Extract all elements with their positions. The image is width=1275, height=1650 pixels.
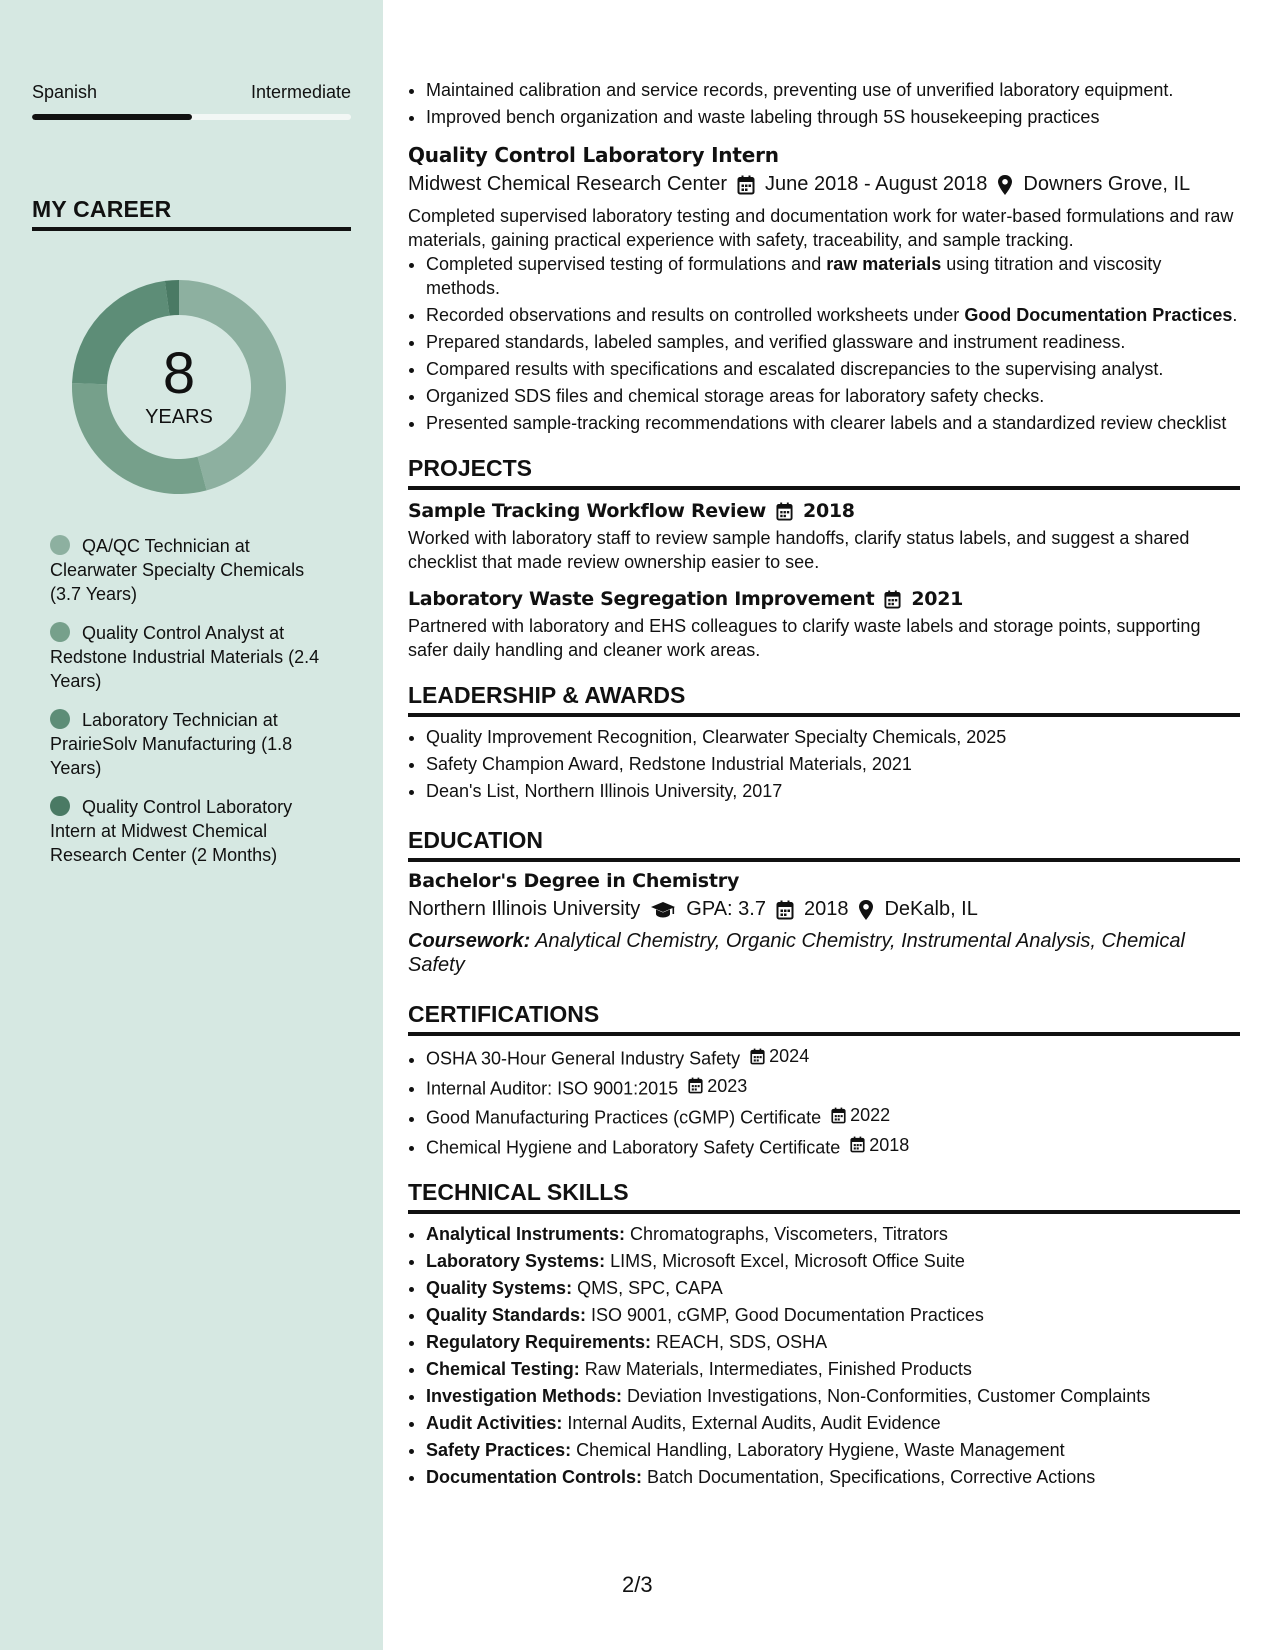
degree-title: Bachelor's Degree in Chemistry [408,870,740,892]
skill-value: Raw Materials, Intermediates, Finished Products [579,1359,972,1379]
skill-value: ISO 9001, cGMP, Good Documentation Practices [586,1305,984,1325]
career-legend-item [50,534,340,606]
legend-dot-icon [50,709,70,729]
text: Completed supervised testing of formulations and [426,254,827,274]
list-item [426,1276,1240,1300]
sidebar [0,0,383,1650]
project-title [408,588,1240,610]
graduation-year: 2018 [803,898,849,920]
calendar-icon [831,1107,846,1124]
list-item: • Prepared standards, labeled samples, and verified glassware and instrument readiness. [426,330,1240,354]
page-number: 2/3 [622,1572,653,1597]
language-proficiency-fill [32,114,192,120]
skill-value: Chemical Handling, Laboratory Hygiene, Waste Management [571,1440,1065,1460]
certification-year: 2022 [850,1105,891,1125]
list-item [426,1438,1240,1462]
job-title: Quality Control Laboratory Intern [408,143,779,167]
certification-name: Good Manufacturing Practices (cGMP) Certificate [426,1107,822,1128]
list-item [426,252,1240,300]
calendar-icon [776,502,793,521]
list-item [426,1103,1240,1130]
projects-heading: PROJECTS [408,455,1240,490]
career-total [66,341,292,429]
certification-name: Internal Auditor: ISO 9001:2015 [426,1078,679,1098]
coursework-label: Coursework: [408,930,531,952]
coursework-list: Analytical Chemistry, Organic Chemistry, Instrumental Analysis, Chemical Safety [408,930,1185,976]
previous-job-bullets [408,78,1240,129]
calendar-icon [750,1048,765,1065]
legend-dot-icon [50,622,70,642]
language-proficiency-bar [32,114,351,120]
certification-date [750,1044,809,1068]
skill-label: Documentation Controls: [426,1467,642,1487]
job-bullets [408,252,1240,435]
education-heading: EDUCATION [408,827,1240,862]
career-legend-label: Quality Control Laboratory Intern at Midwest Chemical Research Center (2 Months) [50,797,293,865]
list-item [426,1074,1240,1101]
project-description: Worked with laboratory staff to review sample handoffs, clarify status labels, and suggest a shared checklist that made review ownership easier to see. [408,528,1190,572]
legend-dot-icon [50,535,70,555]
text: Recorded observations and results on controlled worksheets under [426,305,965,325]
job-dates: June 2018 - August 2018 [765,173,988,195]
text: using titration and viscosity methods. [426,254,1162,298]
skill-label: Investigation Methods: [426,1386,623,1406]
list-item: • Presented sample-tracking recommendations with clearer labels and a standardized review checklist [426,411,1240,435]
career-legend [50,534,340,882]
certification-date [688,1074,747,1098]
certifications-list [408,1044,1240,1159]
career-legend-item [50,708,340,780]
project-name: Laboratory Waste Segregation Improvement [408,588,875,610]
list-item [426,1357,1240,1381]
career-legend-label: Quality Control Analyst at Redstone Industrial Materials (2.4 Years) [50,623,320,691]
school-name: Northern Illinois University [408,898,641,920]
skill-label: Analytical Instruments: [426,1224,626,1244]
location-pin-icon [858,899,874,921]
certification-year: 2024 [769,1046,810,1066]
career-legend-item [50,795,340,867]
awards-list [408,725,1240,803]
certification-name: Chemical Hygiene and Laboratory Safety Certificate [426,1137,841,1157]
graduation-cap-icon [650,901,676,919]
skill-value: Deviation Investigations, Non-Conformities, Customer Complaints [622,1386,1151,1406]
skill-label: Quality Standards: [426,1305,587,1325]
job-location: Downers Grove, IL [1023,173,1191,195]
list-item [426,1411,1240,1435]
career-heading: MY CAREER [32,196,351,231]
list-item [426,1044,1240,1071]
job-meta [408,173,1240,196]
main-content [408,78,1240,1492]
certification-year: 2018 [869,1134,910,1155]
legend-dot-icon [50,796,70,816]
skill-value: QMS, SPC, CAPA [572,1278,723,1298]
certification-name: OSHA 30-Hour General Industry Safety [426,1048,741,1069]
skill-value: LIMS, Microsoft Excel, Microsoft Office Suite [605,1251,965,1271]
list-item: • Organized SDS files and chemical storage areas for laboratory safety checks. [426,384,1240,408]
list-item [426,1249,1240,1273]
skill-label: Regulatory Requirements: [426,1332,652,1352]
certifications-heading: CERTIFICATIONS [408,1001,1240,1036]
bold-text: Good Documentation Practices [964,305,1233,325]
calendar-icon [850,1136,865,1153]
list-item: • Dean's List, Northern Illinois University, 2017 [426,779,1240,803]
list-item: • Safety Champion Award, Redstone Industrial Materials, 2021 [426,752,1240,776]
calendar-icon [884,590,901,609]
list-item [426,1303,1240,1327]
skill-label: Laboratory Systems: [426,1251,606,1271]
list-item: • Maintained calibration and service records, preventing use of unverified laboratory equipment. [426,78,1240,102]
list-item: • Improved bench organization and waste labeling through 5S housekeeping practices [426,105,1240,129]
coursework [408,929,1240,977]
project-name: Sample Tracking Workflow Review [408,500,767,522]
project-year: 2021 [911,588,964,610]
awards-heading: LEADERSHIP & AWARDS [408,682,1240,717]
career-legend-item [50,621,340,693]
calendar-icon [776,900,794,920]
career-legend-label: QA/QC Technician at Clearwater Specialty Chemicals (3.7 Years) [50,536,305,604]
gpa: GPA: 3.7 [686,898,766,920]
skill-value: Batch Documentation, Specifications, Corrective Actions [642,1467,1096,1487]
calendar-icon [688,1077,703,1094]
skill-label: Safety Practices: [426,1440,572,1460]
project-description: Partnered with laboratory and EHS colleagues to clarify waste labels and storage points, supporting safer daily handling and cleaner work areas. [408,616,1201,660]
skill-value: REACH, SDS, OSHA [651,1332,828,1352]
list-item [426,1133,1240,1160]
text: . [1232,305,1238,325]
list-item [426,1384,1240,1408]
project-title [408,500,1240,522]
career-total-number: 8 [162,341,196,406]
project-year: 2018 [803,500,855,522]
career-total-unit: YEARS [145,406,213,428]
list-item [426,1465,1240,1489]
job-company: Midwest Chemical Research Center [408,173,728,195]
skill-value: Chromatographs, Viscometers, Titrators [625,1224,948,1244]
list-item: • Compared results with specifications and escalated discrepancies to the supervising analyst. [426,357,1240,381]
certification-date [850,1133,909,1157]
skill-label: Audit Activities: [426,1413,563,1433]
skills-list [408,1222,1240,1489]
skill-value: Internal Audits, External Audits, Audit Evidence [562,1413,941,1433]
language-row [32,82,351,103]
language-level: Intermediate [250,82,351,102]
certification-date [831,1103,890,1127]
bold-text: raw materials [826,254,942,274]
language-name: Spanish [32,82,98,102]
school-location: DeKalb, IL [884,898,978,920]
skill-label: Chemical Testing: [426,1359,580,1379]
job-summary: Completed supervised laboratory testing and documentation work for water-based formulations and raw materials, gaining practical experience with safety, traceability, and sample tracking. [408,206,1234,250]
list-item [426,1330,1240,1354]
list-item: • Quality Improvement Recognition, Clearwater Specialty Chemicals, 2025 [426,725,1240,749]
skills-heading: TECHNICAL SKILLS [408,1179,1240,1214]
location-pin-icon [997,174,1013,196]
skill-label: Quality Systems: [426,1278,573,1298]
list-item [426,303,1240,327]
education-meta [408,898,1240,921]
career-legend-label: Laboratory Technician at PrairieSolv Manufacturing (1.8 Years) [50,710,293,778]
calendar-icon [737,175,755,195]
list-item [426,1222,1240,1246]
certification-year: 2023 [707,1075,748,1096]
